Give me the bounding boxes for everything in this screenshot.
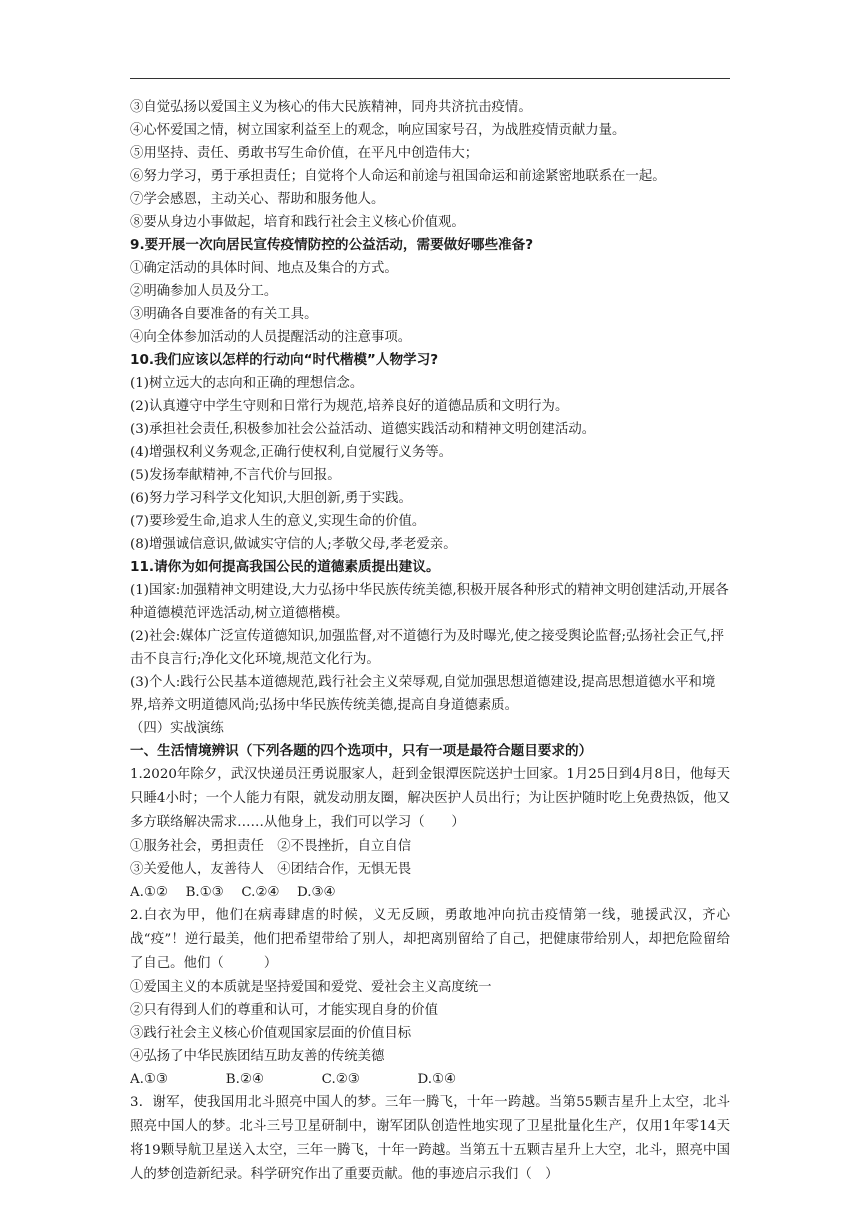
- list-item: (5)发扬奉献精神,不言代价与回报。: [130, 468, 341, 483]
- list-item: (8)增强诚信意识,做诚实守信的人;孝敬父母,孝老爱亲。: [130, 537, 457, 552]
- list-a: [130, 96, 730, 234]
- document-body: [130, 96, 730, 1187]
- list-item: (7)要珍爱生命,追求人生的意义,实现生命的价值。: [130, 514, 426, 529]
- list-item: (3)个人:践行公民基本道德规范,践行社会主义荣辱观,自觉加强思想道德建设,提高思想道德水平和境界,培养文明道德风尚;弘扬中华民族传统美德,提高自身道德素质。: [130, 675, 716, 713]
- q9-block: [130, 234, 730, 349]
- option-line: ①服务社会，勇担责任 ②不畏挫折，自立自信: [130, 839, 412, 854]
- list-item: (3)承担社会责任,积极参加社会公益活动、道德实践活动和精神文明创建活动。: [130, 422, 596, 437]
- list-item: (1)树立远大的志向和正确的理想信念。: [130, 376, 364, 391]
- list-item: ⑤用坚持、责任、勇敢书写生命价值，在平凡中创造伟大；: [130, 146, 479, 161]
- section-title: （四）实战演练: [130, 721, 224, 736]
- header-rule: [130, 78, 730, 79]
- question-3: [130, 1091, 730, 1187]
- question-stem: 3．谢军，使我国用北斗照亮中国人的梦。三年一腾飞，十年一跨越。当第55颗吉星升上太空，北斗照亮中国人的梦。北斗三号卫星研制中，谢军团队创造性地实现了卫星批量化生产，仅用1年零14天将19颗导航卫星送入太空，三年一腾飞，十年一跨越。当第五十五颗吉星升上大空，北斗，照亮中国人的梦创造新纪录。科学研究作出了重要贡献。他的事迹启示我们（ ）: [130, 1095, 730, 1182]
- list-item: ⑥努力学习，勇于承担责任；自觉将个人命运和前途与祖国命运和前途紧密地联系在一起。: [130, 169, 666, 184]
- answer-choices: A.①② B.①③ C.②④ D.③④: [130, 885, 336, 900]
- option-line: ②只有得到人们的尊重和认可，才能实现自身的价值: [130, 1003, 438, 1018]
- list-item: (4)增强权利义务观念,正确行使权利,自觉履行义务等。: [130, 445, 453, 460]
- q11-block: [130, 556, 730, 717]
- question-stem: 2.白衣为甲，他们在病毒肆虐的时候，义无反顾，勇敢地冲向抗击疫情第一线，驰援武汉，齐心战“疫”！逆行最美，他们把希望带给了别人，却把离别留给了自己，把健康带给别人，却把危险留给了自己。他们（ ）: [130, 908, 730, 971]
- q11-title: 11.请你为如何提高我国公民的道德素质提出建议。: [130, 559, 440, 575]
- option-line: ④弘扬了中华民族团结互助友善的传统美德: [130, 1049, 385, 1064]
- list-item: ③自觉弘扬以爱国主义为核心的伟大民族精神，同舟共济抗击疫情。: [130, 100, 532, 115]
- answer-choices: A.①③ B.②④ C.②③ D.①④: [130, 1072, 457, 1087]
- option-line: ①爱国主义的本质就是坚持爱国和爱党、爱社会主义高度统一: [130, 980, 492, 995]
- question-2: [130, 904, 730, 1091]
- option-line: ③关爱他人，友善待人 ④团结合作，无惧无畏: [130, 862, 412, 877]
- question-stem: 1.2020年除夕，武汉快递员汪勇说服家人，赶到金银潭医院送护士回家。1月25日到4月8日，他每天只睡4小时；一个人能力有限，就发动朋友圈，解决医护人员出行；为让医护随时吃上免费热饭，他又多方联络解决需求……从他身上，我们可以学习（ ）: [130, 767, 730, 830]
- q9-title: 9.要开展一次向居民宣传疫情防控的公益活动，需要做好哪些准备?: [130, 237, 534, 253]
- option-line: ③践行社会主义核心价值观国家层面的价值目标: [130, 1026, 412, 1041]
- part-title: 一、生活情境辨识（下列各题的四个选项中，只有一项是最符合题目要求的）: [130, 743, 593, 759]
- list-item: ②明确参加人员及分工。: [130, 284, 278, 299]
- list-item: ④心怀爱国之情，树立国家利益至上的观念，响应国家号召，为战胜疫情贡献力量。: [130, 123, 626, 138]
- q10-block: [130, 349, 730, 556]
- list-item: (2)认真遵守中学生守则和日常行为规范,培养良好的道德品质和文明行为。: [130, 399, 569, 414]
- q10-title: 10.我们应该以怎样的行动向“时代楷模”人物学习?: [130, 352, 439, 368]
- list-item: ⑧要从身边小事做起，培育和践行社会主义核心价值观。: [130, 215, 465, 230]
- list-item: (2)社会:媒体广泛宣传道德知识,加强监督,对不道德行为及时曝光,使之接受舆论监督;弘扬社会正气,抨击不良言行;净化文化环境,规范文化行为。: [130, 629, 725, 667]
- list-item: ③明确各自要准备的有关工具。: [130, 307, 318, 322]
- list-item: ⑦学会感恩，主动关心、帮助和服务他人。: [130, 192, 385, 207]
- list-item: ①确定活动的具体时间、地点及集合的方式。: [130, 261, 398, 276]
- list-item: (6)努力学习科学文化知识,大胆创新,勇于实践。: [130, 491, 412, 506]
- list-item: ④向全体参加活动的人员提醒活动的注意事项。: [130, 330, 412, 345]
- question-1: [130, 763, 730, 904]
- list-item: (1)国家:加强精神文明建设,大力弘扬中华民族传统美德,积极开展各种形式的精神文明创建活动,开展各种道德模范评选活动,树立道德楷模。: [130, 583, 729, 621]
